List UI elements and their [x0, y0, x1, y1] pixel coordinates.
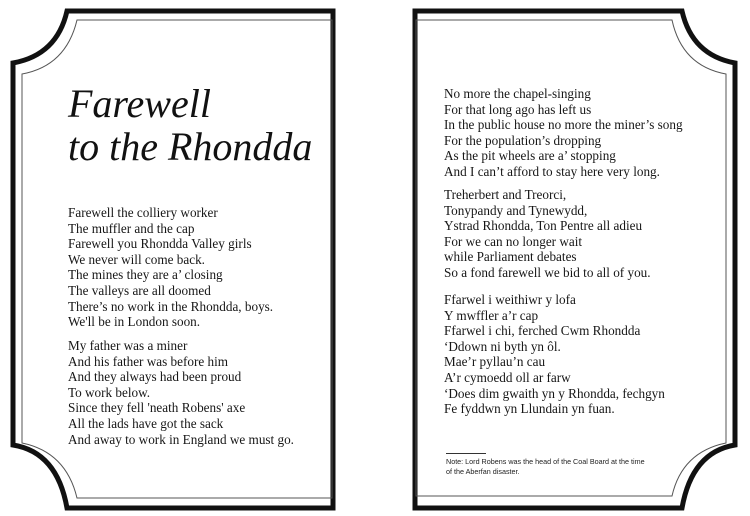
verse-line: Treherbert and Treorci,	[444, 187, 567, 202]
stanza-right-1	[444, 86, 683, 180]
footnote	[446, 457, 645, 477]
verse-line: So a fond farewell we bid to all of you.	[444, 264, 651, 280]
verse-line: And away to work in England we must go.	[68, 431, 294, 447]
verse-line: To work below.	[68, 384, 151, 400]
footnote-divider	[446, 453, 486, 454]
verse-line: Ystrad Rhondda, Ton Pentre all adieu	[444, 218, 643, 234]
song-title	[68, 82, 312, 168]
title-line: to the Rhondda	[68, 124, 313, 169]
verse-line: And I can’t afford to stay here very long.	[444, 163, 660, 179]
verse-line: The muffler and the cap	[68, 220, 195, 236]
title-line: Farewell	[68, 81, 211, 126]
verse-line: Ffarwel i weithiwr y lofa	[444, 292, 576, 307]
verse-line: We never will come back.	[68, 251, 205, 267]
verse-line: Farewell the colliery worker	[68, 205, 218, 220]
verse-line: Fe fyddwn yn Llundain yn fuan.	[444, 401, 615, 417]
stanza-right-2	[444, 187, 651, 281]
verse-line: No more the chapel-singing	[444, 86, 591, 101]
verse-line: And his father was before him	[68, 353, 229, 369]
verse-line: Tonypandy and Tynewydd,	[444, 202, 588, 218]
stanza-right-3	[444, 292, 665, 417]
verse-line: In the public house no more the miner’s song	[444, 117, 683, 133]
verse-line: For the population’s dropping	[444, 132, 602, 148]
verse-line: The valleys are all doomed	[68, 282, 211, 298]
verse-line: As the pit wheels are a’ stopping	[444, 148, 616, 164]
verse-line: For that long ago has left us	[444, 101, 592, 117]
verse-line: All the lads have got the sack	[68, 415, 224, 431]
verse-line: Farewell you Rhondda Valley girls	[68, 236, 252, 252]
verse-line: Mae’r pyllau’n cau	[444, 354, 546, 370]
verse-line: Ffarwel i chi, ferched Cwm Rhondda	[444, 323, 641, 339]
verse-line: The mines they are a’ closing	[68, 267, 223, 283]
stanza-left-2	[68, 338, 294, 447]
footnote-line: Note: Lord Robens was the head of the Coal Board at the time	[446, 457, 645, 466]
stanza-left-1	[68, 205, 273, 330]
verse-line: My father was a miner	[68, 338, 188, 353]
verse-line: We'll be in London soon.	[68, 314, 201, 330]
verse-line: A’r cymoedd oll ar farw	[444, 369, 571, 385]
verse-line: ‘Ddown ni byth yn ôl.	[444, 338, 561, 354]
verse-line: while Parliament debates	[444, 249, 577, 265]
verse-line: There’s no work in the Rhondda, boys.	[68, 298, 274, 314]
footnote-line: of the Aberfan disaster.	[446, 467, 520, 476]
verse-line: ‘Does dim gwaith yn y Rhondda, fechgyn	[444, 385, 665, 401]
verse-line: Y mwffler a’r cap	[444, 307, 539, 323]
verse-line: For we can no longer wait	[444, 233, 583, 249]
verse-line: And they always had been proud	[68, 369, 242, 385]
verse-line: Since they fell 'neath Robens' axe	[68, 400, 246, 416]
